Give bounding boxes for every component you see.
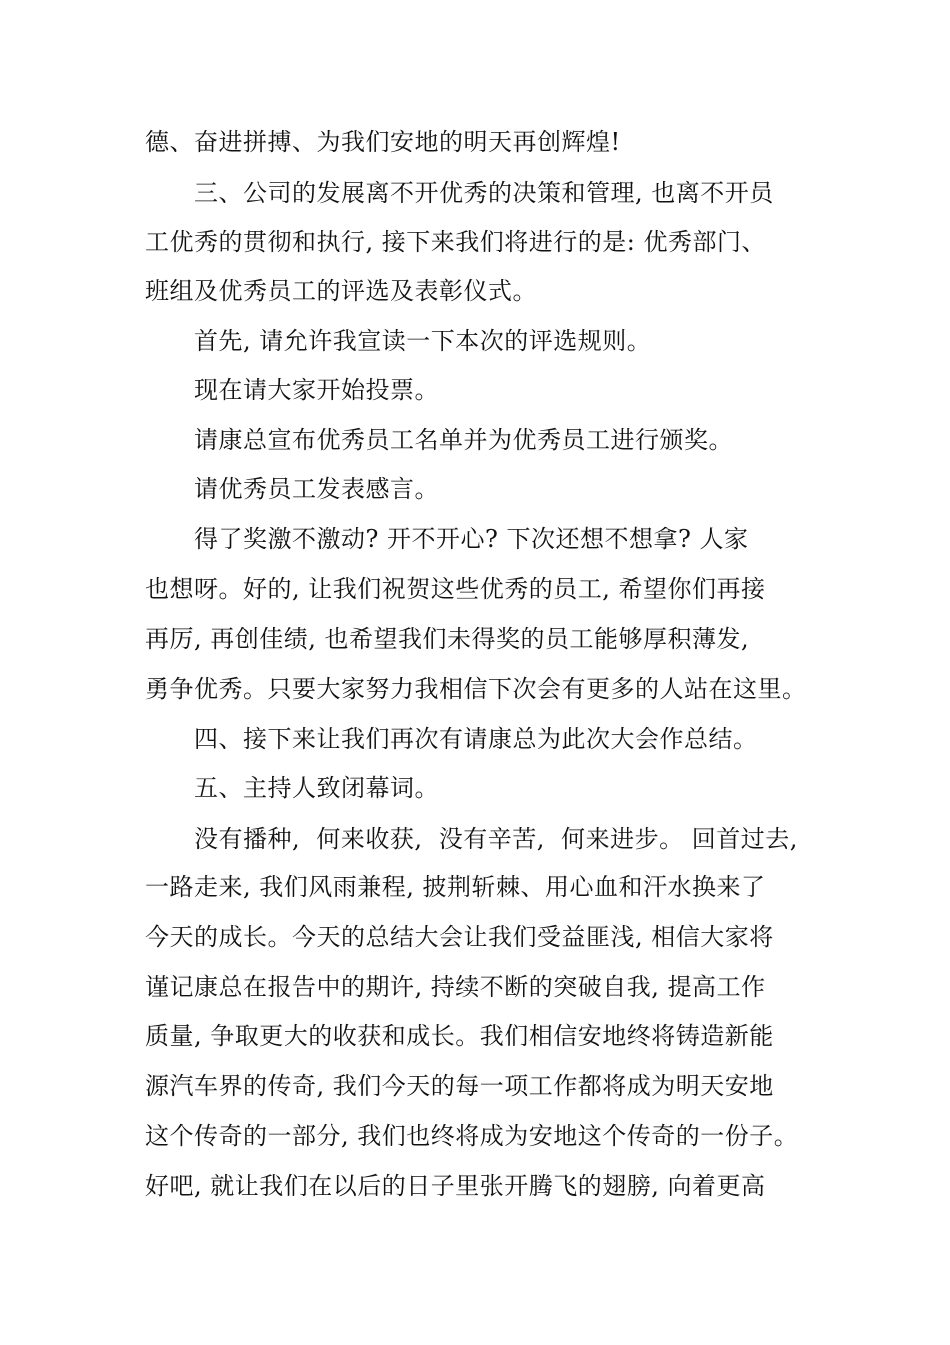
text-line: 今天的成长。今天的总结大会让我们受益匪浅, 相信大家将	[145, 923, 774, 951]
text-line: 五、主持人致闭幕词。	[194, 774, 439, 802]
text-line: 勇争优秀。只要大家努力我相信下次会有更多的人站在这里。	[145, 675, 807, 703]
text-line: 没有播种, 何来收获, 没有辛苦, 何来进步。 回首过去,	[194, 825, 798, 853]
text-line: 首先, 请允许我宣读一下本次的评选规则。	[194, 327, 652, 355]
text-line: 请优秀员工发表感言。	[194, 475, 439, 503]
text-line: 工优秀的贯彻和执行, 接下来我们将进行的是: 优秀部门、	[145, 228, 766, 256]
text-line: 得了奖激不激动? 开不开心? 下次还想不想拿? 人家	[194, 525, 749, 553]
text-line: 谨记康总在报告中的期许, 持续不断的突破自我, 提高工作	[145, 973, 766, 1001]
text-line: 一路走来, 我们风雨兼程, 披荆斩棘、用心血和汗水换来了	[145, 873, 766, 901]
text-line: 四、接下来让我们再次有请康总为此次大会作总结。	[194, 725, 758, 753]
text-line: 德、奋进拼搏、为我们安地的明天再创辉煌!	[145, 128, 621, 156]
text-line: 再厉, 再创佳绩, 也希望我们未得奖的员工能够厚积薄发,	[145, 625, 750, 653]
text-line: 也想呀。好的, 让我们祝贺这些优秀的员工, 希望你们再接	[145, 575, 766, 603]
text-line: 源汽车界的传奇, 我们今天的每一项工作都将成为明天安地	[145, 1072, 774, 1100]
text-line: 好吧, 就让我们在以后的日子里张开腾飞的翅膀, 向着更高	[145, 1172, 766, 1200]
text-line: 这个传奇的一部分, 我们也终将成为安地这个传奇的一份子。	[145, 1122, 799, 1150]
text-line: 班组及优秀员工的评选及表彰仪式。	[145, 277, 537, 305]
text-line: 现在请大家开始投票。	[194, 376, 439, 404]
text-line: 三、公司的发展离不开优秀的决策和管理, 也离不开员	[194, 179, 774, 207]
text-line: 质量, 争取更大的收获和成长。我们相信安地终将铸造新能	[145, 1022, 774, 1050]
text-line: 请康总宣布优秀员工名单并为优秀员工进行颁奖。	[194, 426, 733, 454]
